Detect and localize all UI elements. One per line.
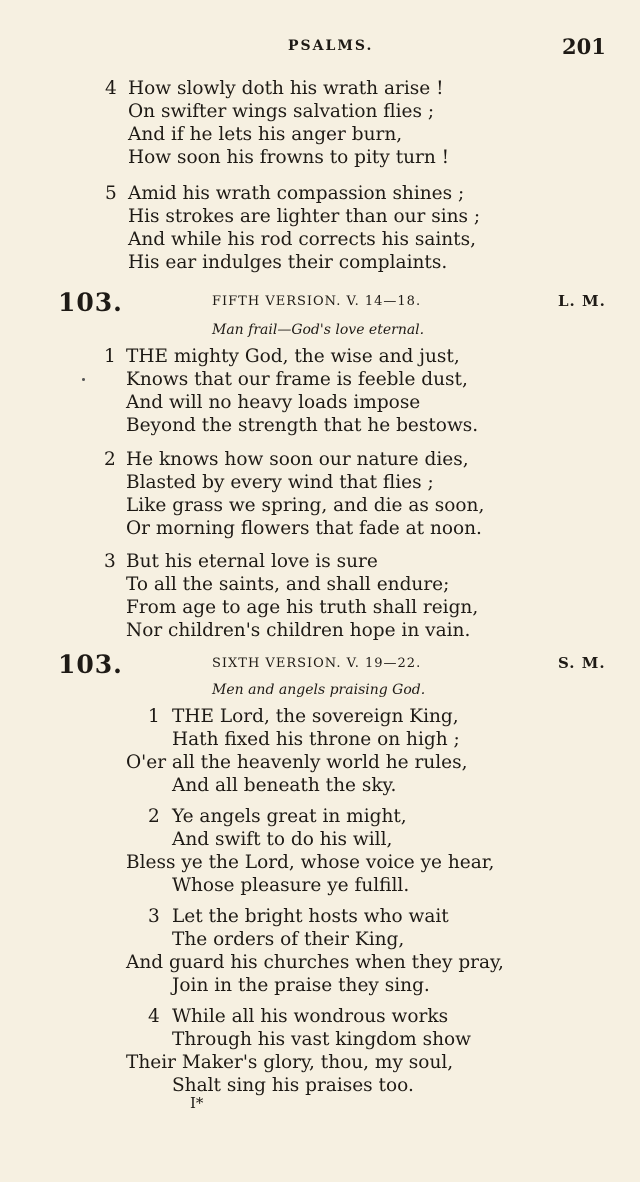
verse-line: His ear indulges their complaints. xyxy=(128,252,448,273)
hymn-header-fifth-version xyxy=(0,288,640,316)
signature-mark: I* xyxy=(190,1094,204,1112)
verse-line: On swifter wings salvation flies ; xyxy=(128,101,435,122)
verse-line: Blasted by every wind that flies ; xyxy=(126,472,434,493)
verse-line: His strokes are lighter than our sins ; xyxy=(128,206,481,227)
verse-line: From age to age his truth shall reign, xyxy=(126,597,479,618)
stanza-number: 2 xyxy=(148,806,160,827)
stanza-number: 2 xyxy=(104,449,116,470)
verse-line: Beyond the strength that he bestows. xyxy=(126,415,479,436)
stanza-number: 4 xyxy=(105,78,117,99)
verse-line: Shalt sing his praises too. xyxy=(172,1075,414,1096)
stanza-number: 5 xyxy=(105,183,117,204)
meter-label: S. M. xyxy=(558,654,606,672)
stanza-number: 4 xyxy=(148,1006,160,1027)
hymn-number: 103. xyxy=(58,288,123,317)
print-speck xyxy=(82,378,85,381)
version-label: FIFTH VERSION. V. 14—18. xyxy=(212,294,422,309)
verse-line: Whose pleasure ye fulfill. xyxy=(172,875,410,896)
verse-line: Their Maker's glory, thou, my soul, xyxy=(126,1052,454,1073)
version-label: SIXTH VERSION. V. 19—22. xyxy=(212,656,422,671)
verse-line: And if he lets his anger burn, xyxy=(128,124,403,145)
verse-line: How soon his frowns to pity turn ! xyxy=(128,147,450,168)
hymn-subtitle: Man frail—God's love eternal. xyxy=(212,322,425,338)
verse-line: While all his wondrous works xyxy=(172,1006,449,1027)
hymn-header-sixth-version xyxy=(0,650,640,678)
verse-line: Amid his wrath compassion shines ; xyxy=(128,183,465,204)
verse-line: How slowly doth his wrath arise ! xyxy=(128,78,444,99)
verse-line: But his eternal love is sure xyxy=(126,551,378,572)
hymn-subtitle: Men and angels praising God. xyxy=(212,682,426,698)
verse-line: And will no heavy loads impose xyxy=(126,392,421,413)
verse-line: Bless ye the Lord, whose voice ye hear, xyxy=(126,852,495,873)
page-number: 201 xyxy=(562,34,606,59)
stanza-number: 1 xyxy=(104,346,116,367)
verse-line: And while his rod corrects his saints, xyxy=(128,229,476,250)
verse-line: O'er all the heavenly world he rules, xyxy=(126,752,468,773)
verse-line: Knows that our frame is feeble dust, xyxy=(126,369,468,390)
verse-line: Let the bright hosts who wait xyxy=(172,906,449,927)
stanza-number: 1 xyxy=(148,706,160,727)
verse-line: To all the saints, and shall endure; xyxy=(126,574,450,595)
verse-line: Like grass we spring, and die as soon, xyxy=(126,495,485,516)
stanza-number: 3 xyxy=(104,551,116,572)
verse-line: Or morning flowers that fade at noon. xyxy=(126,518,482,539)
verse-line: The orders of their King, xyxy=(172,929,405,950)
verse-line: THE mighty God, the wise and just, xyxy=(126,346,460,367)
verse-line: Ye angels great in might, xyxy=(172,806,407,827)
verse-line: And guard his churches when they pray, xyxy=(126,952,504,973)
verse-line: And swift to do his will, xyxy=(172,829,393,850)
verse-line: Join in the praise they sing. xyxy=(172,975,430,996)
stanza-number: 3 xyxy=(148,906,160,927)
verse-line: He knows how soon our nature dies, xyxy=(126,449,469,470)
verse-line: Hath fixed his throne on high ; xyxy=(172,729,460,750)
verse-line: And all beneath the sky. xyxy=(172,775,397,796)
hymn-number: 103. xyxy=(58,650,123,679)
verse-line: THE Lord, the sovereign King, xyxy=(172,706,459,727)
verse-line: Nor children's children hope in vain. xyxy=(126,620,471,641)
running-header xyxy=(0,34,640,58)
verse-line: Through his vast kingdom show xyxy=(172,1029,471,1050)
running-title: PSALMS. xyxy=(288,38,374,54)
meter-label: L. M. xyxy=(558,292,606,310)
